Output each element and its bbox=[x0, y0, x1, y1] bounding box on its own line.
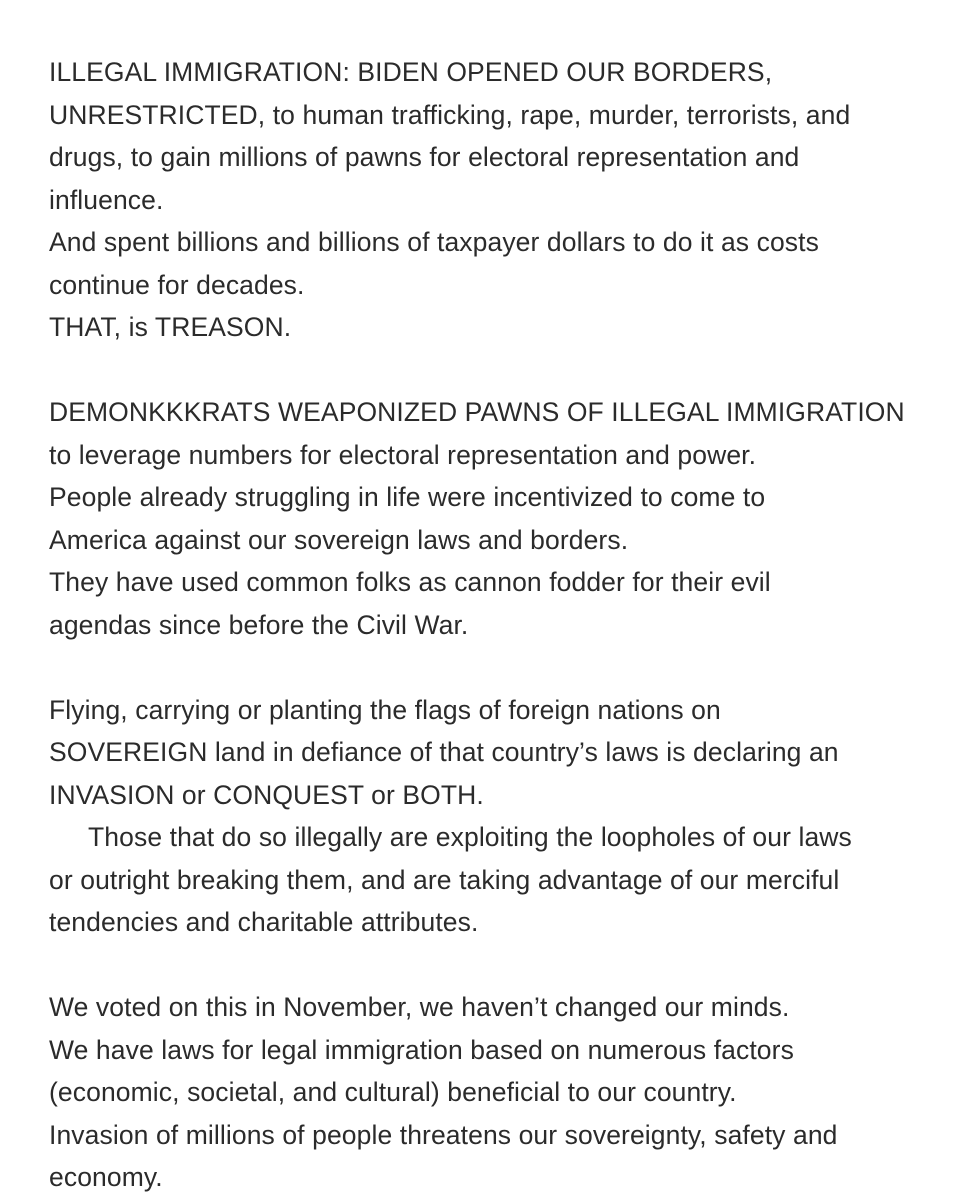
text-line: UNRESTRICTED, to human trafficking, rape, murder, terrorists, and bbox=[49, 99, 851, 130]
text-line: We voted on this in November, we haven’t changed our minds. bbox=[49, 992, 790, 1022]
text-line: America against our sovereign laws and borders. bbox=[49, 524, 629, 555]
text-line: economy. bbox=[49, 1162, 163, 1192]
paragraph-gap bbox=[49, 944, 964, 987]
text-line: agendas since before the Civil War. bbox=[49, 609, 469, 640]
paragraph-illegal-immigration bbox=[49, 51, 964, 349]
text-line: Invasion of millions of people threatens our sovereignty, safety and bbox=[49, 1119, 838, 1150]
text-line: They have used common folks as cannon fodder for their evil bbox=[49, 567, 771, 597]
paragraph-gap bbox=[49, 646, 964, 689]
text-line: People already struggling in life were incentivized to come to bbox=[49, 482, 766, 512]
text-line: tendencies and charitable attributes. bbox=[49, 907, 479, 937]
text-line: (economic, societal, and cultural) beneficial to our country. bbox=[49, 1077, 737, 1107]
text-line: DEMONKKKRATS WEAPONIZED PAWNS OF ILLEGAL IMMIGRATION bbox=[49, 397, 905, 427]
text-line: We have laws for legal immigration based on numerous factors bbox=[49, 1034, 794, 1065]
text-line: THAT, is TREASON. bbox=[49, 312, 292, 342]
paragraph-gap bbox=[49, 349, 964, 392]
text-line: drugs, to gain millions of pawns for electoral representation and bbox=[49, 142, 800, 172]
paragraph-voted-november bbox=[49, 986, 964, 1199]
text-line: SOVEREIGN land in defiance of that country’s laws is declaring an bbox=[49, 737, 839, 767]
text-line: to leverage numbers for electoral representation and power. bbox=[49, 439, 757, 470]
text-line: And spent billions and billions of taxpayer dollars to do it as costs bbox=[49, 227, 819, 257]
paragraph-foreign-flags bbox=[49, 689, 964, 944]
note-body[interactable] bbox=[49, 51, 964, 1199]
text-line: influence. bbox=[49, 184, 164, 215]
text-line: INVASION or CONQUEST or BOTH. bbox=[49, 779, 484, 810]
text-line: or outright breaking them, and are taking advantage of our merciful bbox=[49, 864, 840, 895]
paragraph-weaponized-pawns bbox=[49, 391, 964, 646]
text-line-indented: Those that do so illegally are exploiting the loopholes of our laws bbox=[88, 822, 852, 852]
text-line: ILLEGAL IMMIGRATION: BIDEN OPENED OUR BORDERS, bbox=[49, 57, 773, 87]
text-line: continue for decades. bbox=[49, 269, 305, 300]
text-line: Flying, carrying or planting the flags of foreign nations on bbox=[49, 694, 721, 725]
